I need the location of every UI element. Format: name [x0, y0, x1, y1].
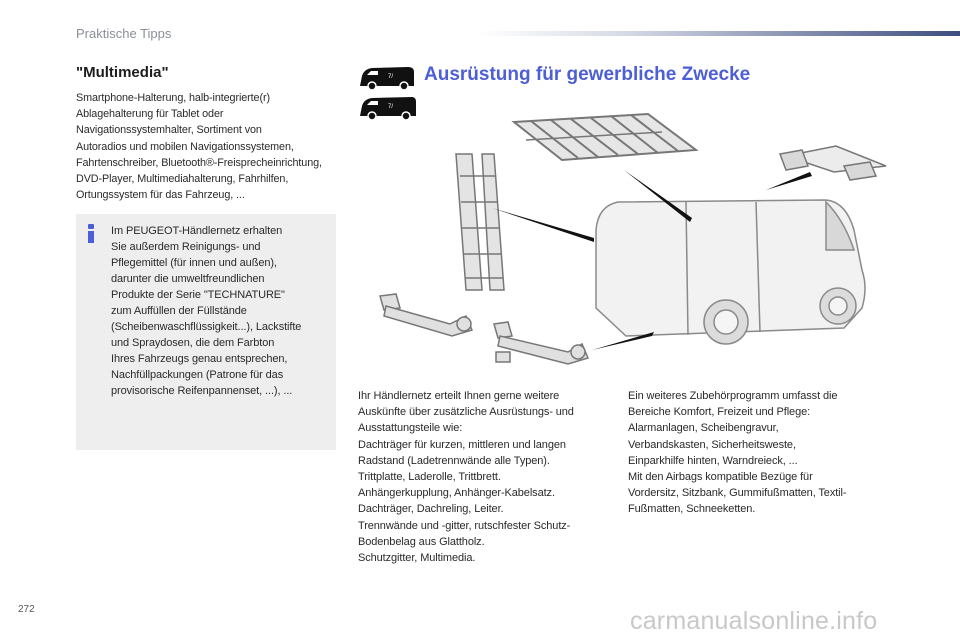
pointer-roof-bars: [766, 172, 812, 190]
multimedia-line: Autoradios und mobilen Navigationssystemen,: [76, 140, 294, 153]
multimedia-line: Fahrtenschreiber, Bluetooth®-Freisprecheinrichtung,: [76, 156, 322, 169]
roof-bars-image: [780, 146, 886, 180]
left-line: Anhängerkupplung, Anhänger-Kabelsatz.: [358, 487, 555, 500]
left-line: Bodenbelag aus Glattholz.: [358, 535, 485, 548]
roof-rack-image: [514, 114, 696, 160]
left-line: Ihr Händlernetz erteilt Ihnen gerne weitere: [358, 390, 560, 402]
van-image: [596, 200, 865, 344]
right-line: Alarmanlagen, Scheibengravur,: [628, 422, 779, 435]
multimedia-text: [76, 90, 344, 203]
pointer-ladder: [492, 208, 594, 242]
left-line: Ausstattungsteile wie:: [358, 422, 463, 435]
info-line: darunter die umweltfreundlichen: [111, 273, 265, 285]
info-line: Produkte der Serie "TECHNATURE": [111, 289, 285, 301]
info-line: Pflegemittel (für innen und außen),: [111, 257, 277, 269]
multimedia-heading: "Multimedia": [76, 64, 169, 81]
page-header-title: Praktische Tipps: [76, 26, 172, 41]
right-line: Mit den Airbags kompatible Bezüge für: [628, 471, 813, 484]
info-icon: [85, 224, 97, 244]
info-line: Nachfüllpackungen (Patrone für das: [111, 369, 284, 381]
tow-bar-image: [380, 294, 472, 336]
watermark: carmanualsonline.info: [630, 607, 878, 635]
multimedia-line: Ortungssystem für das Fahrzeug, ...: [76, 189, 245, 202]
left-line: Schutzgitter, Multimedia.: [358, 552, 476, 565]
right-line: Einparkhilfe hinten, Warndreieck, ...: [628, 454, 798, 467]
multimedia-line: DVD-Player, Multimediahalterung, Fahrhilfen,: [76, 173, 289, 186]
info-line: (Scheibenwaschflüssigkeit...), Lackstifte: [111, 321, 302, 333]
text-column-right: [628, 388, 908, 518]
right-line: Verbandskasten, Sicherheitsweste,: [628, 438, 796, 451]
left-line: Trennwände und -gitter, rutschfester Schutz-: [358, 519, 571, 532]
left-line: Dachträger für kurzen, mittleren und langen: [358, 438, 566, 451]
header-gradient-bar: [478, 31, 960, 36]
left-line: Auskünfte über zusätzliche Ausrüstungs- und: [358, 406, 574, 419]
info-line: Ihres Fahrzeugs genau entsprechen,: [111, 353, 288, 365]
right-line: Fußmatten, Schneeketten.: [628, 503, 756, 516]
left-line: Dachträger, Dachreling, Leiter.: [358, 503, 504, 516]
tow-bar-detachable-image: [494, 322, 588, 364]
info-line: provisorische Reifenpannenset, ...), ...: [111, 385, 293, 397]
multimedia-line: Ablagehalterung für Tablet oder: [76, 108, 224, 121]
text-column-left: [358, 388, 608, 566]
van-short-icon: [360, 67, 414, 90]
ladder-image: [456, 154, 504, 290]
pointer-tow-bar: [592, 332, 654, 350]
info-box-text: [111, 223, 333, 399]
multimedia-line: Navigationssystemhalter, Sortiment von: [76, 124, 262, 137]
info-line: Im PEUGEOT-Händlernetz erhalten: [111, 225, 283, 237]
page-number: 272: [18, 604, 35, 615]
info-line: zum Auffüllen der Füllstände: [111, 305, 247, 317]
right-line: Bereiche Komfort, Freizeit und Pflege:: [628, 406, 811, 419]
left-line: Radstand (Ladetrennwände alle Typen).: [358, 454, 550, 467]
svg-text:7/: 7/: [388, 104, 394, 110]
multimedia-line: Smartphone-Halterung, halb-integrierte(r): [76, 92, 270, 104]
left-line: Trittplatte, Laderolle, Trittbrett.: [358, 471, 501, 484]
right-line: Ein weiteres Zubehörprogramm umfasst die: [628, 390, 838, 402]
section-title: Ausrüstung für gewerbliche Zwecke: [424, 64, 751, 85]
info-line: Sie außerdem Reinigungs- und: [111, 241, 261, 253]
accessories-illustration: [356, 110, 916, 380]
svg-text:7/: 7/: [388, 74, 394, 80]
right-line: Vordersitz, Sitzbank, Gummifußmatten, Textil-: [628, 487, 847, 500]
info-line: und Spraydosen, die dem Farbton: [111, 337, 275, 349]
